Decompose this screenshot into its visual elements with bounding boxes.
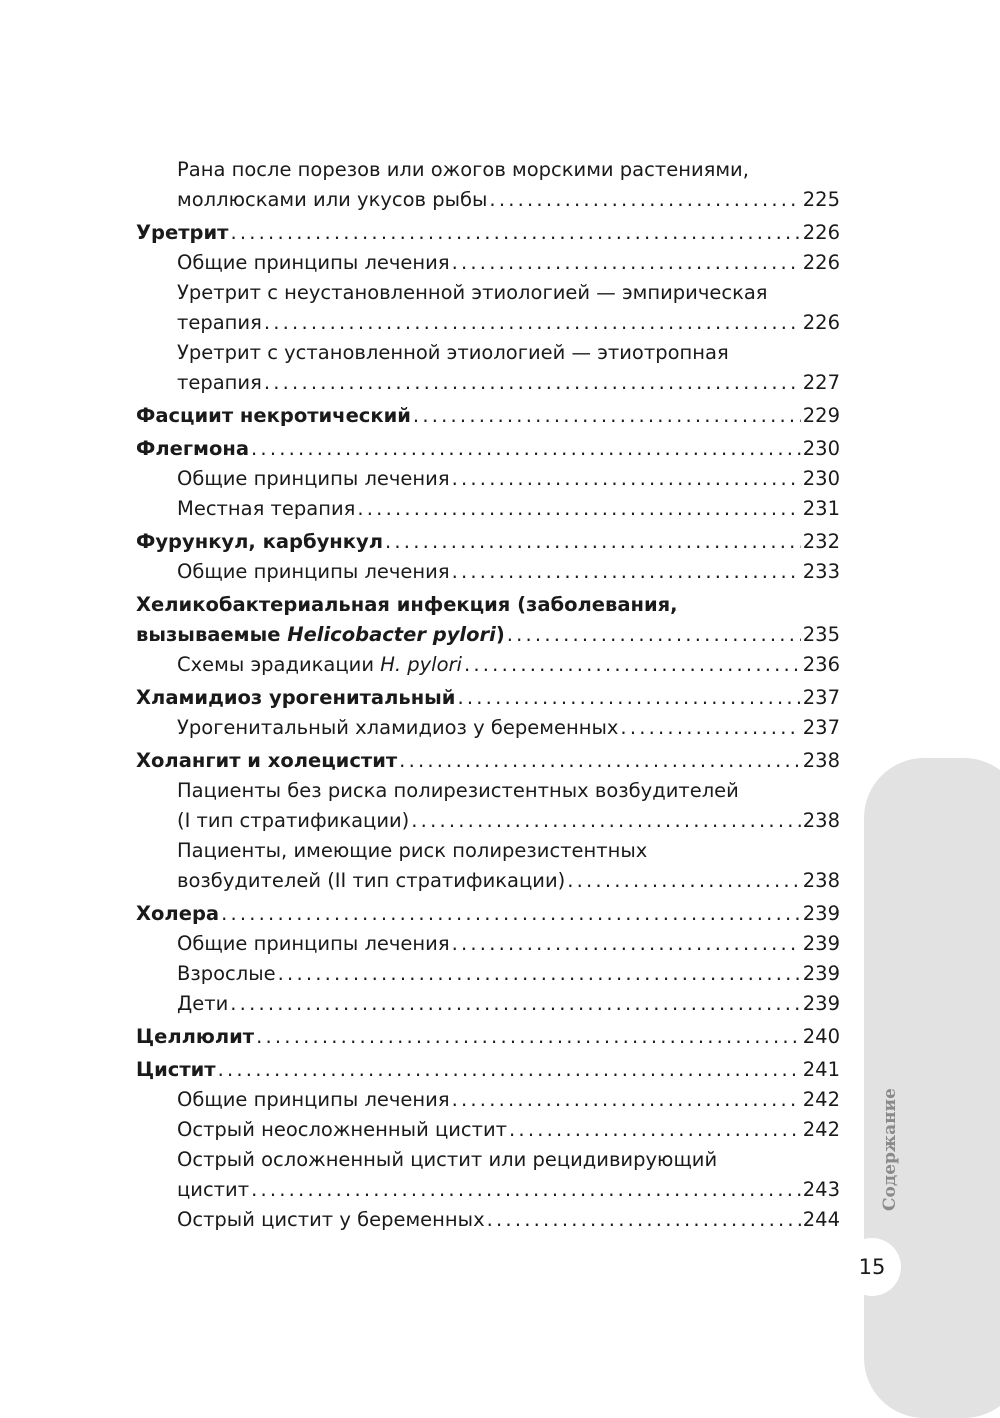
toc-entry-line — [177, 1145, 840, 1175]
dot-leader — [489, 185, 800, 215]
toc-entry-page: 226 — [802, 221, 840, 244]
toc-entry-page: 235 — [802, 623, 840, 646]
dot-leader — [385, 527, 801, 557]
toc-entry-title: Холера — [136, 902, 220, 925]
toc-entry-title: Фасциит некротический — [136, 404, 411, 427]
dot-leader — [507, 620, 801, 650]
toc-entry-title: Общие принципы лечения — [177, 1088, 450, 1111]
dot-leader — [509, 1115, 801, 1145]
toc-entry-page: 230 — [802, 467, 840, 490]
toc-entry-line — [177, 836, 840, 866]
toc-subsection-entry — [136, 650, 840, 680]
toc-entry-line — [136, 746, 840, 776]
dot-leader — [230, 989, 801, 1019]
toc-entry-title: Общие принципы лечения — [177, 932, 450, 955]
section-label: Содержание — [880, 1088, 900, 1212]
dot-leader — [567, 866, 801, 896]
toc-entry-title: Схемы эрадикации H. pylori — [177, 653, 462, 676]
toc-entry-line — [177, 185, 840, 215]
toc-entry-line — [177, 155, 840, 185]
toc-subsection-entry — [136, 278, 840, 338]
dot-leader — [464, 650, 801, 680]
dot-leader — [452, 464, 801, 494]
dot-leader — [218, 1055, 801, 1085]
toc-entry-title: Взрослые — [177, 962, 276, 985]
toc-entry-line — [177, 308, 840, 338]
toc-entry-title: вызываемые Helicobacter pylori) — [136, 623, 505, 646]
toc-entry-title: Дети — [177, 992, 229, 1015]
toc-entry-title: возбудителей (II тип стратификации) — [177, 869, 566, 892]
toc-entry-page: 239 — [802, 962, 840, 985]
toc-chapter-entry — [136, 218, 840, 248]
toc-entry-title: Острый цистит у беременных — [177, 1208, 485, 1231]
toc-subsection-entry — [136, 464, 840, 494]
toc-entry-line — [136, 527, 840, 557]
toc-chapter-entry — [136, 683, 840, 713]
toc-entry-page: 238 — [802, 749, 840, 772]
toc-entry-line — [136, 899, 840, 929]
toc-entry-page: 239 — [802, 992, 840, 1015]
dot-leader — [620, 713, 800, 743]
toc-subsection-entry — [136, 776, 840, 836]
toc-entry-title: Уретрит — [136, 221, 229, 244]
toc-subsection-entry — [136, 836, 840, 896]
toc-entry-line — [177, 464, 840, 494]
toc-entry-line — [177, 776, 840, 806]
toc-entry-page: 225 — [802, 188, 840, 211]
toc-entry-title: Хеликобактериальная инфекция (заболевания, — [136, 593, 678, 616]
dot-leader — [452, 1085, 801, 1115]
toc-entry-title: Общие принципы лечения — [177, 251, 450, 274]
toc-entry-title: Хламидиоз урогенитальный — [136, 686, 456, 709]
toc-entry-line — [177, 989, 840, 1019]
dot-leader — [251, 1175, 801, 1205]
toc-entry-line — [177, 368, 840, 398]
toc-entry-title: Целлюлит — [136, 1025, 255, 1048]
dot-leader — [230, 218, 800, 248]
toc-chapter-entry — [136, 434, 840, 464]
toc-entry-page: 226 — [802, 251, 840, 274]
dot-leader — [399, 746, 801, 776]
toc-entry-line — [136, 683, 840, 713]
toc-subsection-entry — [136, 338, 840, 398]
dot-leader — [413, 401, 801, 431]
toc-entry-title: Местная терапия — [177, 497, 356, 520]
toc-entry-title: Рана после порезов или ожогов морскими растениями, — [177, 158, 749, 181]
toc-entry-line — [136, 218, 840, 248]
toc-chapter-entry — [136, 527, 840, 557]
toc-entry-page: 231 — [802, 497, 840, 520]
toc-entry-line — [177, 248, 840, 278]
toc-chapter-entry — [136, 590, 840, 650]
toc-entry-line — [136, 620, 840, 650]
dot-leader — [452, 557, 801, 587]
toc-entry-line — [177, 650, 840, 680]
toc-entry-page: 229 — [802, 404, 840, 427]
toc-entry-line — [136, 1055, 840, 1085]
toc-chapter-entry — [136, 1022, 840, 1052]
toc-entry-line — [136, 590, 840, 620]
toc-entry-page: 240 — [802, 1025, 840, 1048]
toc-entry-title: Острый неосложненный цистит — [177, 1118, 508, 1141]
toc-entry-line — [136, 434, 840, 464]
toc-subsection-entry — [136, 929, 840, 959]
toc-entry-line — [136, 1022, 840, 1052]
dot-leader — [251, 434, 801, 464]
toc-entry-title: Острый осложненный цистит или рецидивирующий — [177, 1148, 718, 1171]
toc-entry-title: Фурункул, карбункул — [136, 530, 383, 553]
page-number: 15 — [843, 1238, 901, 1296]
dot-leader — [264, 368, 801, 398]
toc-entry-title: (I тип стратификации) — [177, 809, 410, 832]
toc-entry-page: 239 — [802, 932, 840, 955]
toc-entry-page: 238 — [802, 869, 840, 892]
dot-leader — [457, 683, 800, 713]
toc-entry-title: Урогенитальный хламидиоз у беременных — [177, 716, 619, 739]
toc-entry-line — [177, 557, 840, 587]
toc-subsection-entry — [136, 959, 840, 989]
toc-chapter-entry — [136, 746, 840, 776]
toc-entry-title: Цистит — [136, 1058, 216, 1081]
toc-subsection-entry — [136, 1115, 840, 1145]
toc-chapter-entry — [136, 401, 840, 431]
toc-entry-line — [136, 401, 840, 431]
toc-entry-page: 237 — [802, 716, 840, 739]
toc-entry-page: 243 — [802, 1178, 840, 1201]
table-of-contents — [136, 155, 840, 1235]
toc-entry-line — [177, 1115, 840, 1145]
toc-entry-title: терапия — [177, 311, 262, 334]
toc-entry-line — [177, 959, 840, 989]
toc-entry-line — [177, 338, 840, 368]
toc-entry-page: 233 — [802, 560, 840, 583]
toc-entry-line — [177, 1175, 840, 1205]
toc-entry-title: Пациенты, имеющие риск полирезистентных — [177, 839, 648, 862]
toc-entry-page: 227 — [802, 371, 840, 394]
toc-subsection-entry — [136, 989, 840, 1019]
toc-entry-page: 244 — [802, 1208, 840, 1231]
toc-entry-page: 242 — [802, 1118, 840, 1141]
toc-subsection-entry — [136, 494, 840, 524]
toc-entry-page: 232 — [802, 530, 840, 553]
dot-leader — [264, 308, 801, 338]
toc-entry-line — [177, 929, 840, 959]
dot-leader — [357, 494, 800, 524]
toc-entry-page: 238 — [802, 809, 840, 832]
toc-entry-title: Уретрит с установленной этиологией — этиотропная — [177, 341, 729, 364]
dot-leader — [452, 248, 801, 278]
dot-leader — [256, 1022, 801, 1052]
dot-leader — [452, 929, 801, 959]
toc-entry-line — [177, 278, 840, 308]
dot-leader — [221, 899, 801, 929]
toc-entry-title: терапия — [177, 371, 262, 394]
toc-entry-title: Пациенты без риска полирезистентных возбудителей — [177, 779, 739, 802]
toc-entry-title: Общие принципы лечения — [177, 467, 450, 490]
toc-subsection-entry — [136, 713, 840, 743]
toc-subsection-entry — [136, 155, 840, 215]
toc-entry-title: Уретрит с неустановленной этиологией — эмпирическая — [177, 281, 768, 304]
toc-subsection-entry — [136, 1085, 840, 1115]
toc-entry-page: 237 — [802, 686, 840, 709]
dot-leader — [487, 1205, 801, 1235]
toc-entry-title: цистит — [177, 1178, 250, 1201]
toc-subsection-entry — [136, 1145, 840, 1205]
dot-leader — [411, 806, 800, 836]
toc-subsection-entry — [136, 557, 840, 587]
toc-chapter-entry — [136, 899, 840, 929]
dot-leader — [278, 959, 801, 989]
toc-entry-title: Флегмона — [136, 437, 250, 460]
toc-entry-title: моллюсками или укусов рыбы — [177, 188, 488, 211]
toc-entry-page: 230 — [802, 437, 840, 460]
toc-entry-page: 242 — [802, 1088, 840, 1111]
toc-entry-page: 241 — [802, 1058, 840, 1081]
toc-entry-page: 239 — [802, 902, 840, 925]
toc-entry-line — [177, 713, 840, 743]
toc-subsection-entry — [136, 1205, 840, 1235]
toc-entry-title: Общие принципы лечения — [177, 560, 450, 583]
toc-entry-title: Холангит и холецистит — [136, 749, 398, 772]
toc-subsection-entry — [136, 248, 840, 278]
toc-entry-page: 226 — [802, 311, 840, 334]
toc-chapter-entry — [136, 1055, 840, 1085]
toc-entry-line — [177, 1205, 840, 1235]
toc-entry-page: 236 — [802, 653, 840, 676]
toc-entry-line — [177, 866, 840, 896]
toc-entry-line — [177, 1085, 840, 1115]
toc-entry-line — [177, 806, 840, 836]
toc-entry-line — [177, 494, 840, 524]
